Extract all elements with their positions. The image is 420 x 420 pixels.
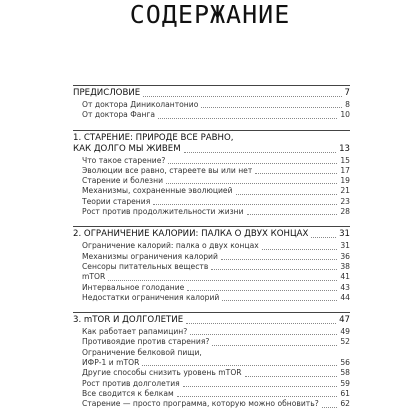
leader-dots <box>262 249 338 250</box>
toc-entry-text: Рост против продолжительности жизни <box>82 207 244 217</box>
section-heading-text: ПРЕДИСЛОВИЕ <box>73 88 141 98</box>
toc-section <box>73 226 350 303</box>
toc-entry[interactable] <box>73 368 350 378</box>
toc-entry-text: Ограничение белковой пищи, <box>82 347 202 357</box>
leader-dots <box>187 290 337 291</box>
toc-entry[interactable] <box>73 197 350 207</box>
section-heading <box>73 85 350 99</box>
page-number: 13 <box>339 143 350 154</box>
section-heading <box>73 130 350 155</box>
toc-entry-text: Механизмы, сохраненные эволюцией <box>82 186 233 196</box>
toc-entry[interactable] <box>73 186 350 196</box>
page-number: 15 <box>340 155 350 165</box>
section-heading-line[interactable] <box>73 88 350 99</box>
page-number: 17 <box>340 165 350 175</box>
leader-dots <box>177 396 338 397</box>
leader-dots <box>255 173 337 174</box>
leader-dots <box>322 407 338 408</box>
toc-entry[interactable] <box>73 399 350 409</box>
toc-entry-text: Старение и болезни <box>82 176 163 186</box>
toc-entry-text: Эволюции все равно, стареете вы или нет <box>82 165 253 175</box>
page-number: 38 <box>340 261 350 271</box>
page-title: СОДЕРЖАНИЕ <box>129 0 291 29</box>
toc-section <box>73 312 350 409</box>
leader-dots <box>311 237 336 238</box>
section-heading-text: 1. СТАРЕНИЕ: ПРИРОДЕ ВСЕ РАВНО, <box>73 132 234 143</box>
page-number: 49 <box>340 327 350 337</box>
toc-entry-text: ИФР-1 и mTOR <box>82 358 140 368</box>
toc-entry[interactable] <box>73 166 350 176</box>
toc-entry[interactable] <box>73 262 350 272</box>
page-number: 41 <box>340 272 350 282</box>
page-number: 19 <box>340 176 350 186</box>
page-number: 56 <box>340 358 350 368</box>
toc-entry[interactable] <box>73 327 350 337</box>
page-number: 47 <box>339 315 350 326</box>
toc-entry[interactable] <box>73 156 350 166</box>
toc-entry-text: Рост против долголетия <box>82 378 180 388</box>
leader-dots <box>247 214 338 215</box>
leader-dots <box>212 345 337 346</box>
toc-entry-text: Недостатки ограничения калорий <box>82 292 220 302</box>
leader-dots <box>108 280 337 281</box>
leader-dots <box>168 163 337 164</box>
leader-dots <box>186 323 336 324</box>
toc-entry[interactable] <box>73 379 350 389</box>
page-number: 58 <box>340 368 350 378</box>
section-heading <box>73 226 350 240</box>
page-number: 31 <box>339 229 350 240</box>
toc-entry[interactable] <box>73 283 350 293</box>
page-number: 59 <box>340 378 350 388</box>
leader-dots <box>166 183 337 184</box>
toc-entry[interactable] <box>73 348 350 358</box>
page-number: 28 <box>340 207 350 217</box>
page-number: 23 <box>340 196 350 206</box>
toc-entry[interactable] <box>73 110 350 120</box>
toc-entry[interactable] <box>73 241 350 251</box>
table-of-contents <box>73 85 350 419</box>
toc-entry[interactable] <box>73 207 350 217</box>
toc-entry-text: Ограничение калорий: палка о двух концах <box>82 241 259 251</box>
leader-dots <box>201 107 342 108</box>
toc-entry-text: От доктора Фанга <box>82 110 156 120</box>
page-number: 44 <box>340 292 350 302</box>
toc-entry-text: Теории старения <box>82 196 151 206</box>
leader-dots <box>211 269 337 270</box>
leader-dots <box>184 152 336 153</box>
leader-dots <box>158 118 337 119</box>
toc-entry-text: Противоядие против старения? <box>82 337 210 347</box>
section-heading-line[interactable] <box>73 229 350 240</box>
toc-entry[interactable] <box>73 358 350 368</box>
section-heading-line[interactable] <box>73 133 350 144</box>
leader-dots <box>142 365 337 366</box>
toc-entry-text: От доктора Диниколантонио <box>82 100 199 109</box>
page-number: 61 <box>340 388 350 398</box>
section-heading-text: КАК ДОЛГО МЫ ЖИВЕМ <box>73 143 181 154</box>
leader-dots <box>190 334 337 335</box>
leader-dots <box>245 376 338 377</box>
toc-entry-text: Механизмы ограничения калорий <box>82 251 218 261</box>
section-heading-line[interactable] <box>73 144 350 155</box>
toc-entry[interactable] <box>73 389 350 399</box>
toc-entry-text: Другие способы снизить уровень mTOR <box>82 368 242 378</box>
leader-dots <box>222 300 337 301</box>
page-number: 10 <box>340 110 350 120</box>
toc-entry[interactable] <box>73 252 350 262</box>
section-heading-text: 2. ОГРАНИЧЕНИЕ КАЛОРИЙ: ПАЛКА О ДВУХ КОНЦАХ <box>73 229 309 240</box>
toc-entry[interactable] <box>73 100 350 110</box>
section-heading-line[interactable] <box>73 315 350 326</box>
toc-entry-text: Все сводится к белкам <box>82 388 174 398</box>
toc-entry-text: mTOR <box>82 272 106 282</box>
leader-dots <box>221 259 337 260</box>
leader-dots <box>236 194 338 195</box>
toc-entry-text: Сенсоры питательных веществ <box>82 261 209 271</box>
toc-entry-text: Как работает рапамицин? <box>82 327 188 337</box>
page-number: 62 <box>340 399 350 409</box>
leader-dots <box>143 96 341 97</box>
section-heading-text: 3. mTOR И ДОЛГОЛЕТИЕ <box>73 315 184 326</box>
toc-entry-text: Что такое старение? <box>82 155 166 165</box>
leader-dots <box>183 386 338 387</box>
page-number: 8 <box>345 100 350 109</box>
page-number: 52 <box>340 337 350 347</box>
section-heading <box>73 312 350 326</box>
toc-entry[interactable] <box>73 176 350 186</box>
toc-entry[interactable] <box>73 293 350 303</box>
leader-dots <box>153 204 337 205</box>
toc-section <box>73 85 350 121</box>
toc-section <box>73 130 350 218</box>
page-number: 21 <box>340 186 350 196</box>
toc-entry[interactable] <box>73 272 350 282</box>
toc-entry-text: Интервальное голодание <box>82 282 185 292</box>
page-number: 36 <box>340 251 350 261</box>
toc-entry[interactable] <box>73 337 350 347</box>
page-number: 7 <box>344 88 350 98</box>
toc-entry-text: Старение — просто программа, которую можно обновить? <box>82 399 319 409</box>
page-number: 43 <box>340 282 350 292</box>
page-number: 31 <box>340 241 350 251</box>
